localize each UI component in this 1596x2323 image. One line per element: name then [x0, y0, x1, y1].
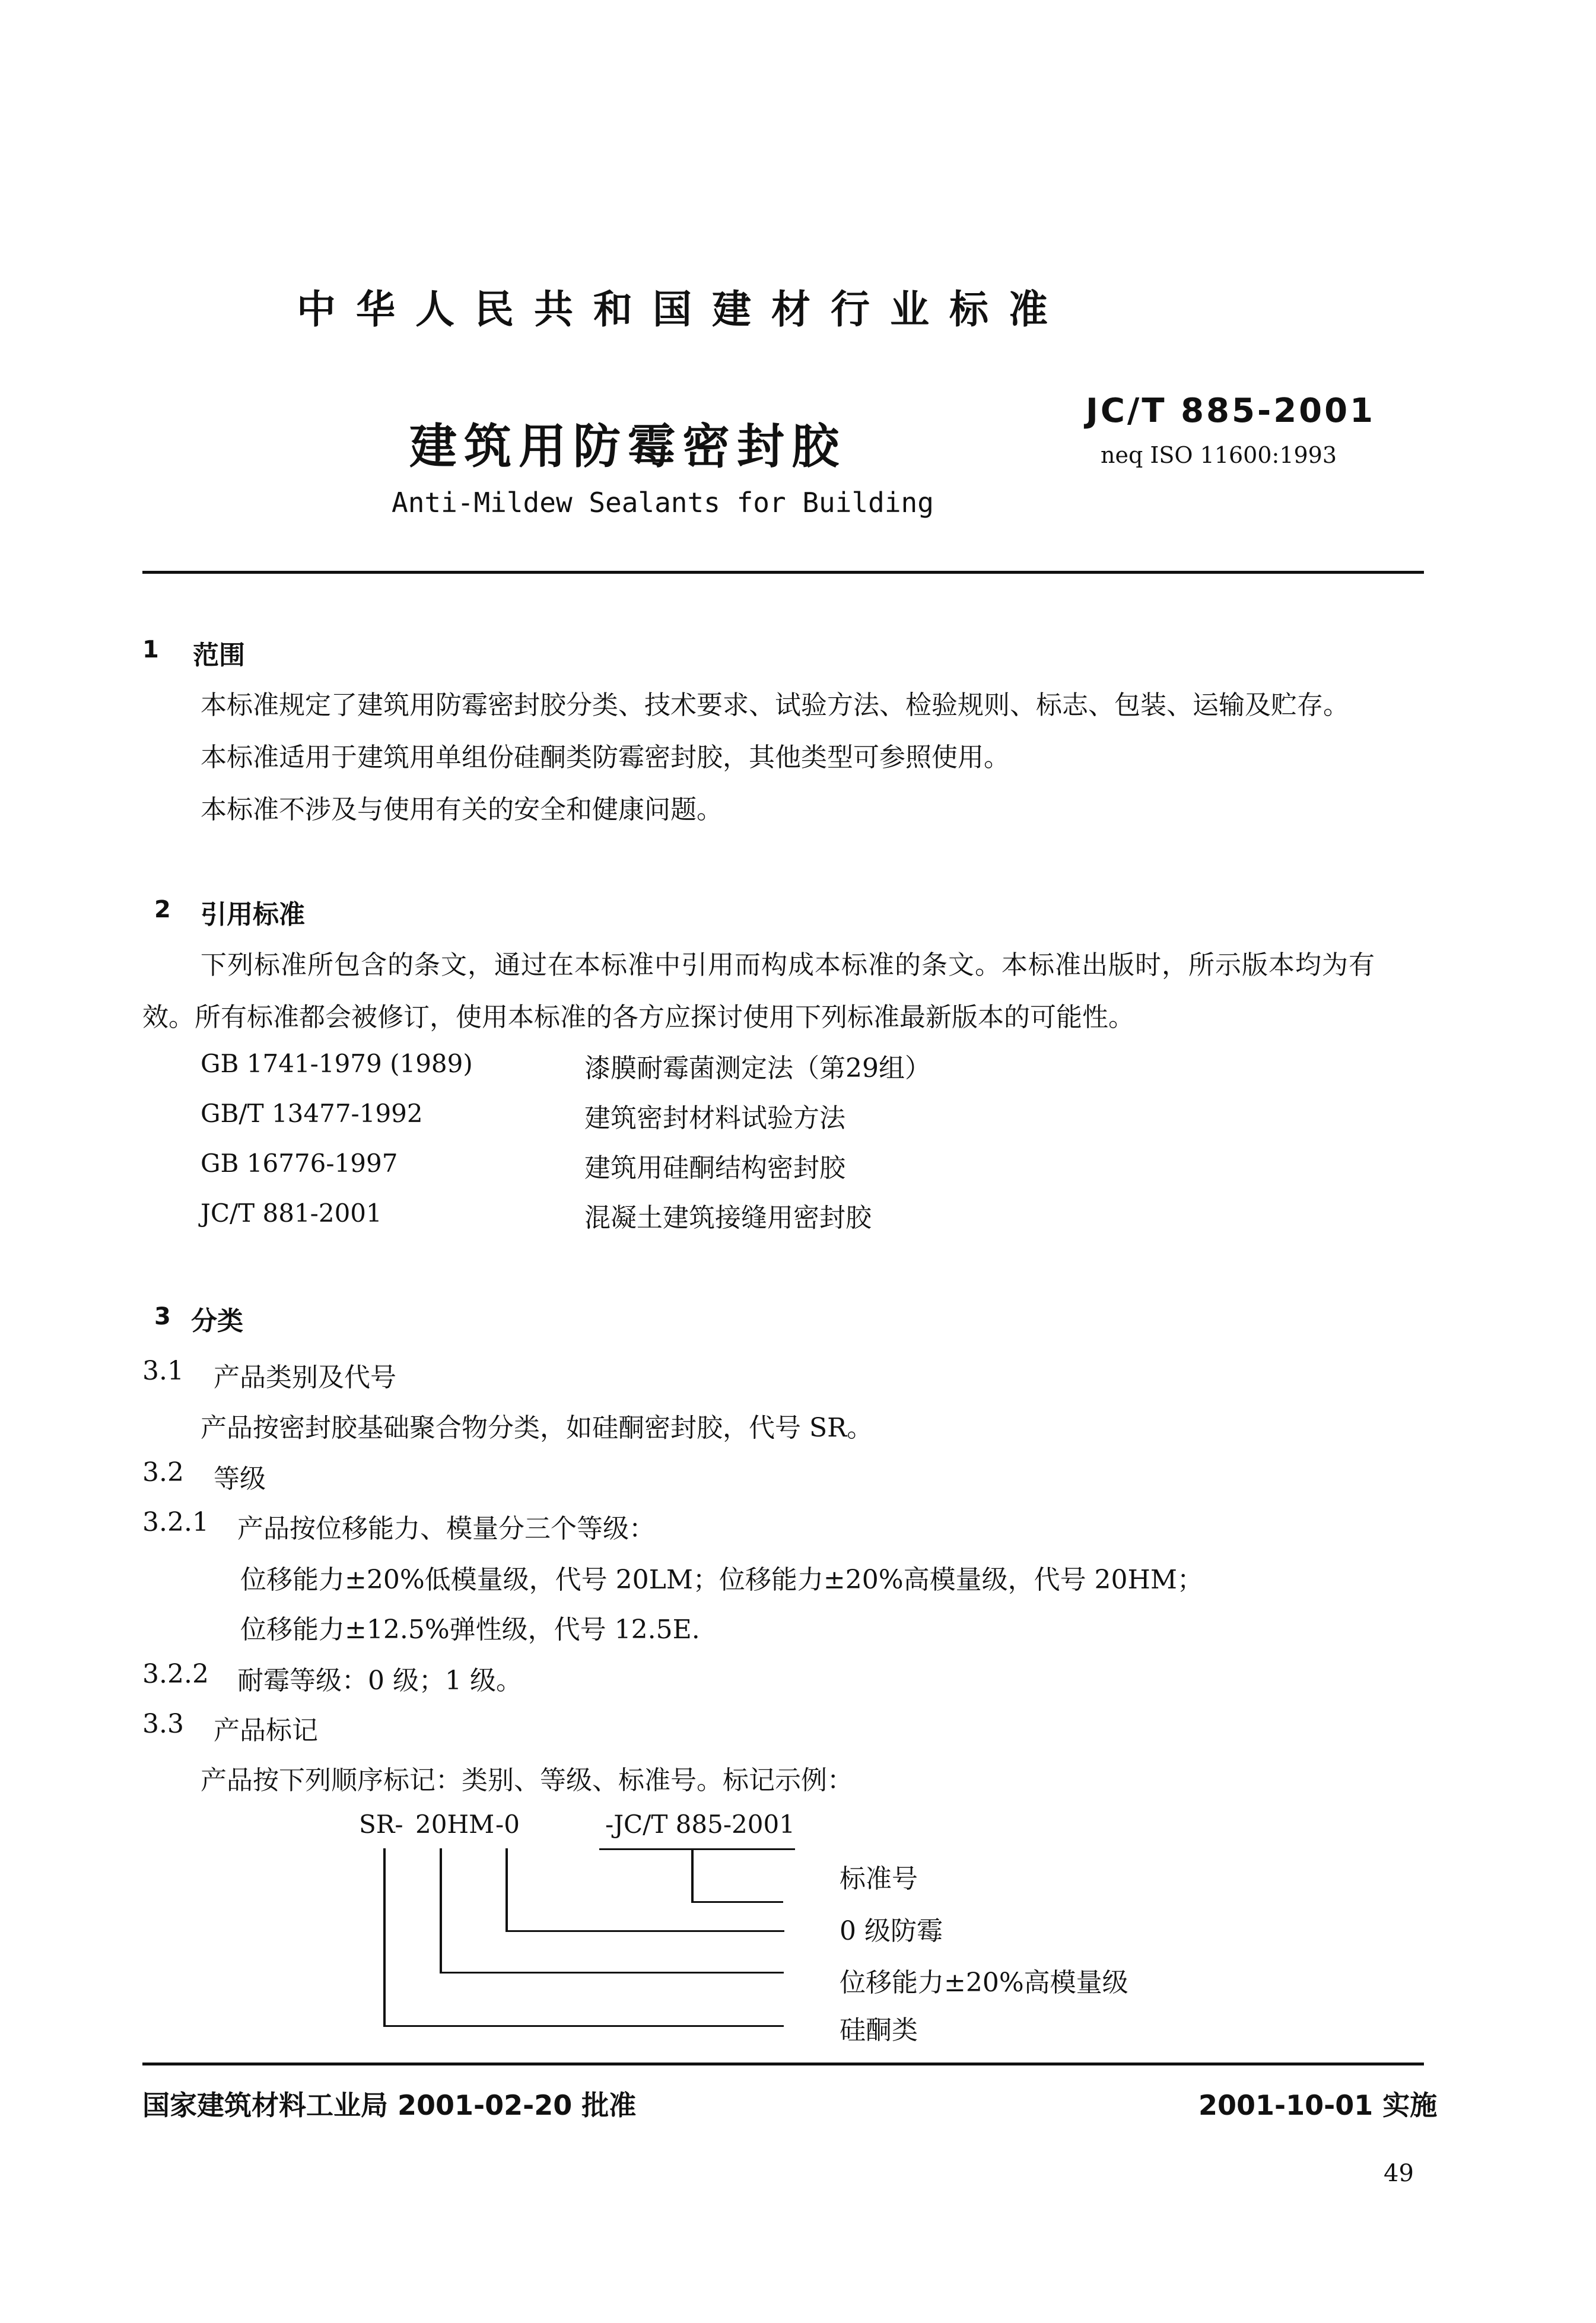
- standard-equivalence: neq ISO 11600:1993: [1101, 442, 1337, 468]
- standard-code: JC/T 885-2001: [1086, 392, 1376, 430]
- marking-part-type: SR-: [359, 1810, 403, 1839]
- section-3-title: 分类: [191, 1306, 243, 1336]
- marking-part-mildew: -0: [495, 1810, 520, 1839]
- marking-horizontal-line: [505, 1930, 784, 1932]
- section-3-1-text: 产品按密封胶基础聚合物分类，如硅酮密封胶，代号 SR。: [201, 1413, 873, 1443]
- page-number: 49: [1384, 2160, 1414, 2187]
- section-3-2-number: 3.2: [142, 1457, 184, 1488]
- ref-title: 混凝土建筑接缝用密封胶: [584, 1203, 872, 1233]
- ref-code: GB 1741-1979 (1989): [201, 1049, 473, 1078]
- section-3-1-number: 3.1: [142, 1356, 184, 1386]
- marking-horizontal-line: [440, 1972, 784, 1974]
- header-divider: [142, 571, 1424, 574]
- section-3-2-1-line-2: 位移能力±12.5%弹性级，代号 12.5E.: [240, 1615, 700, 1645]
- marking-top-underline: [599, 1848, 795, 1850]
- ref-code: GB/T 13477-1992: [201, 1099, 423, 1128]
- english-subtitle: Anti-Mildew Sealants for Building: [392, 487, 934, 519]
- section-3-2-1-title: 产品按位移能力、模量分三个等级：: [237, 1514, 655, 1544]
- ref-title: 建筑密封材料试验方法: [584, 1103, 845, 1133]
- section-2-number: 2: [154, 896, 171, 923]
- section-1-para-1: 本标准规定了建筑用防霉密封胶分类、技术要求、试验方法、检验规则、标志、包装、运输及贮存。: [201, 690, 1349, 720]
- section-3-2-title: 等级: [214, 1464, 266, 1494]
- marking-vertical-line: [440, 1848, 442, 1973]
- marking-vertical-line: [691, 1850, 694, 1902]
- implementation-date: 2001-10-01 实施: [1198, 2089, 1438, 2121]
- section-1-para-3: 本标准不涉及与使用有关的安全和健康问题。: [201, 795, 723, 825]
- section-3-number: 3: [154, 1303, 171, 1330]
- main-title: 建筑用防霉密封胶: [409, 418, 846, 474]
- ref-title: 漆膜耐霉菌测定法（第29组）: [584, 1053, 931, 1083]
- marking-vertical-line: [383, 1848, 386, 2026]
- section-1-para-2: 本标准适用于建筑用单组份硅酮类防霉密封胶，其他类型可参照使用。: [201, 742, 1010, 773]
- marking-part-standard: -JC/T 885-2001: [605, 1810, 795, 1839]
- section-2-para-line-2: 效。所有标准都会被修订，使用本标准的各方应探讨使用下列标准最新版本的可能性。: [142, 1002, 1134, 1032]
- ref-code: GB 16776-1997: [201, 1149, 398, 1178]
- marking-part-grade: 20HM: [415, 1810, 495, 1839]
- section-3-2-2-number: 3.2.2: [142, 1659, 209, 1689]
- section-1-title: 范围: [193, 640, 245, 670]
- section-1-number: 1: [142, 636, 159, 663]
- section-2-title: 引用标准: [201, 900, 305, 930]
- footer-divider: [142, 2063, 1424, 2065]
- marking-label-standard-number: 标准号: [840, 1864, 918, 1894]
- section-2-para-line-1: 下列标准所包含的条文，通过在本标准中引用而构成本标准的条文。本标准出版时，所示版本均为有: [201, 950, 1375, 980]
- ref-title: 建筑用硅酮结构密封胶: [584, 1153, 845, 1183]
- top-title: 中华人民共和国建材行业标准: [297, 286, 1068, 332]
- marking-label-movement-grade: 位移能力±20%高模量级: [840, 1968, 1128, 1998]
- marking-label-mildew-grade: 0 级防霉: [840, 1916, 943, 1946]
- marking-label-silicone-type: 硅酮类: [840, 2015, 918, 2045]
- marking-horizontal-line: [383, 2025, 784, 2027]
- marking-horizontal-line: [691, 1901, 783, 1903]
- section-3-3-text: 产品按下列顺序标记：类别、等级、标准号。标记示例：: [201, 1765, 853, 1796]
- section-3-2-1-number: 3.2.1: [142, 1507, 209, 1537]
- section-3-2-2-text: 耐霉等级：0 级；1 级。: [237, 1666, 522, 1696]
- approval-line: 国家建筑材料工业局 2001-02-20 批准: [142, 2089, 637, 2121]
- ref-code: JC/T 881-2001: [201, 1199, 382, 1228]
- section-3-3-number: 3.3: [142, 1709, 184, 1739]
- section-3-3-title: 产品标记: [214, 1715, 318, 1746]
- section-3-2-1-line-1: 位移能力±20%低模量级，代号 20LM；位移能力±20%高模量级，代号 20HM；: [240, 1565, 1203, 1595]
- marking-vertical-line: [505, 1848, 508, 1931]
- section-3-1-title: 产品类别及代号: [214, 1362, 396, 1393]
